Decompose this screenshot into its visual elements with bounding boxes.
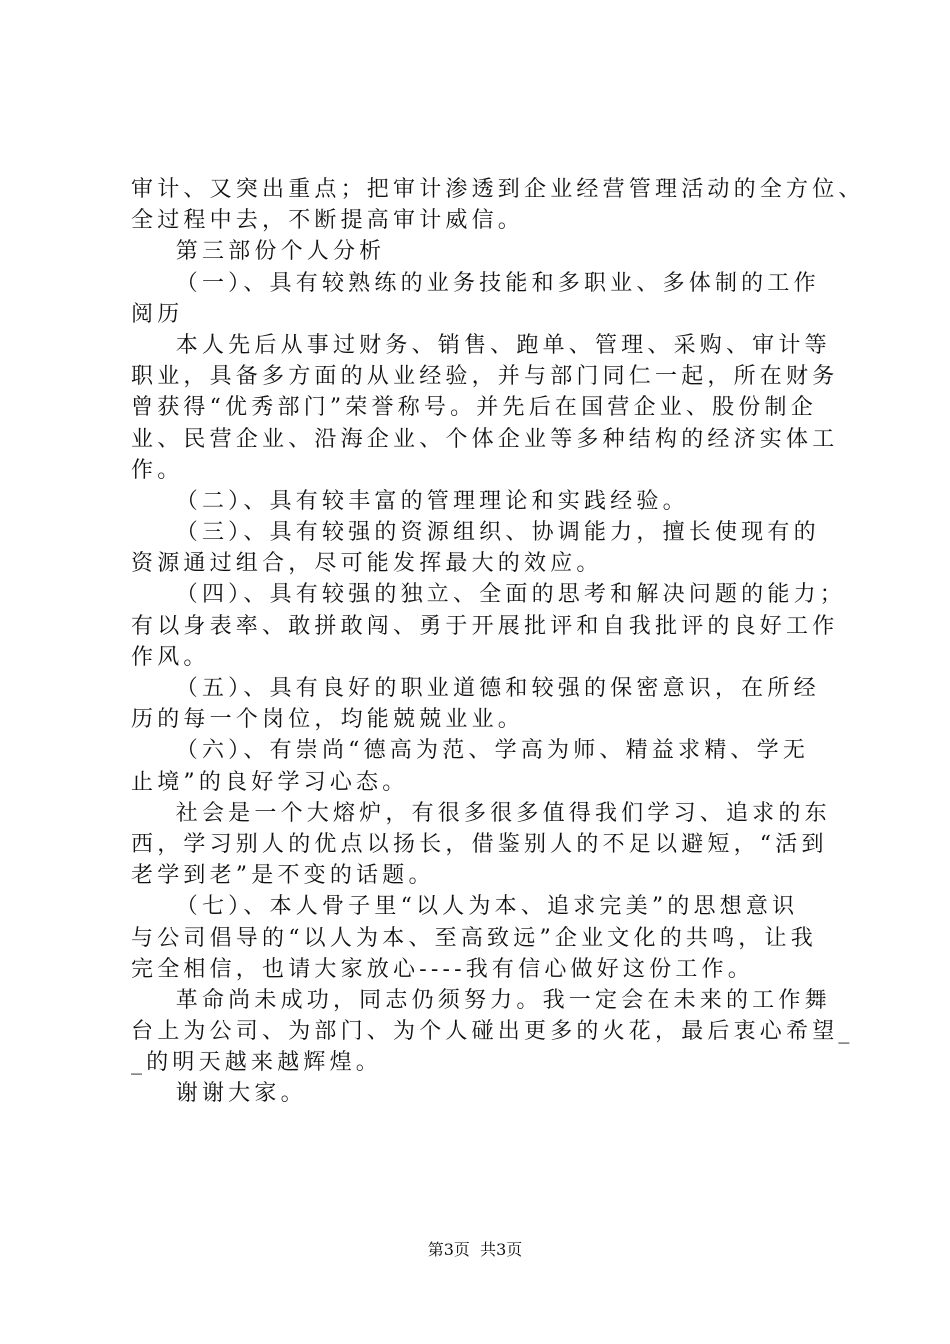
text-line: 全过程中去，不断提高审计威信。 [131,208,525,234]
text-line: 资源通过组合，尽可能发挥最大的效应。 [131,551,603,577]
text-line: （四）、具有较强的独立、全面的思考和解决问题的能力； [131,582,846,608]
text-line: （二）、具有较丰富的管理理论和实践经验。 [131,488,689,514]
text-line: 西，学习别人的优点以扬长，借鉴别人的不足以避短，“活到 [131,831,828,857]
text-line: 曾获得“优秀部门”荣誉称号。并先后在国营企业、股份制企 [131,395,817,421]
text-line: 完全相信，也请大家放心----我有信心做好这份工作。 [131,956,754,982]
text-line: 阅历 [131,301,184,327]
text-line: 谢谢大家。 [131,1081,307,1107]
text-line: （一）、具有较熟练的业务技能和多职业、多体制的工作 [131,270,820,296]
section-heading: 第三部份个人分析 [131,239,386,265]
text-line: 社会是一个大熔炉，有很多很多值得我们学习、追求的东 [131,800,831,826]
text-line: 审计、又突出重点；把审计渗透到企业经营管理活动的全方位、 [131,177,865,202]
text-line: 止境”的良好学习心态。 [131,769,409,795]
page-footer [0,1240,950,1260]
text-line: （六）、有崇尚“德高为范、学高为师、精益求精、学无 [131,738,810,764]
text-line: 革命尚未成功，同志仍须努力。我一定会在未来的工作舞 [131,987,831,1013]
page-number-label: 第3页 共3页 [427,1240,523,1259]
text-line: 与公司倡导的“以人为本、至高致远”企业文化的共鸣，让我 [131,925,817,951]
text-line: 作风。 [131,644,210,670]
text-line: 业、民营企业、沿海企业、个体企业等多种结构的经济实体工 [131,426,839,452]
text-line: _的明天越来越辉煌。 [131,1050,383,1076]
text-line: 历的每一个岗位，均能兢兢业业。 [131,707,525,733]
text-line: （五）、具有良好的职业道德和较强的保密意识，在所经 [131,676,820,701]
text-line: 台上为公司、为部门、为个人碰出更多的火花，最后衷心希望_ [131,1019,854,1045]
text-line: （七）、本人骨子里“以人为本、追求完美”的思想意识 [131,894,799,920]
document-body [131,174,865,1110]
text-line: 老学到老”是不变的话题。 [131,863,435,889]
text-line: 作。 [131,457,184,483]
text-line: （三）、具有较强的资源组织、协调能力，擅长使现有的 [131,520,820,546]
text-line: 有以身表率、敢拼敢闯、勇于开展批评和自我批评的良好工作 [131,613,839,639]
text-line: 本人先后从事过财务、销售、跑单、管理、采购、审计等 [131,332,831,358]
text-line: 职业，具备多方面的从业经验，并与部门同仁一起，所在财务 [131,364,839,390]
